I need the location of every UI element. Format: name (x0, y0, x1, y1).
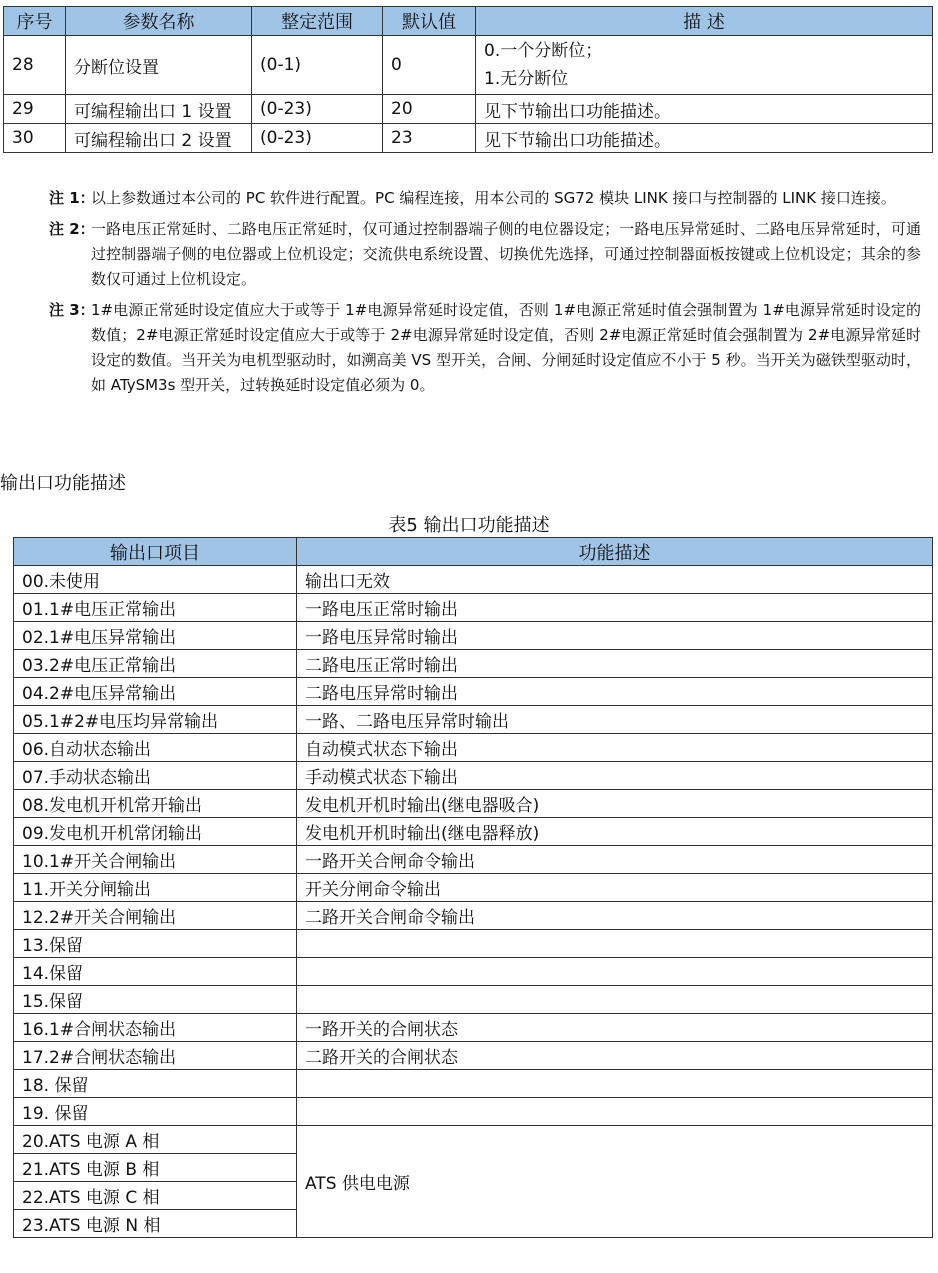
output-item: 02.1#电压异常输出 (14, 622, 297, 650)
table-row (14, 930, 933, 958)
table-caption: 表5 输出口功能描述 (388, 515, 550, 536)
output-function: 二路电压异常时输出 (297, 678, 933, 706)
table-row (14, 706, 933, 734)
table-row (14, 566, 933, 594)
output-function (297, 930, 933, 958)
header-function: 功能描述 (297, 538, 933, 566)
table-row (14, 622, 933, 650)
output-function (297, 958, 933, 986)
table-row (14, 678, 933, 706)
output-table-body (14, 566, 933, 1238)
table-row (14, 762, 933, 790)
table-row (14, 1070, 933, 1098)
param-no: 30 (4, 124, 66, 153)
description-line: 1.无分断位 (484, 69, 569, 89)
output-item: 04.2#电压异常输出 (14, 678, 297, 706)
param-name: 可编程输出口 1 设置 (66, 95, 252, 124)
header-output-item: 输出口项目 (14, 538, 297, 566)
output-item: 16.1#合闸状态输出 (14, 1014, 297, 1042)
table-row (14, 594, 933, 622)
output-function: 二路开关的合闸状态 (297, 1042, 933, 1070)
output-item: 11.开关分闸输出 (14, 874, 297, 902)
output-function: 发电机开机时输出(继电器释放) (297, 818, 933, 846)
output-item: 21.ATS 电源 B 相 (14, 1154, 297, 1182)
output-item: 17.2#合闸状态输出 (14, 1042, 297, 1070)
param-range: (0-23) (252, 95, 383, 124)
param-description: 见下节输出口功能描述。 (476, 124, 933, 153)
table-row (14, 818, 933, 846)
header-name: 参数名称 (66, 7, 252, 36)
param-default: 0 (383, 36, 476, 95)
param-range: (0-1) (252, 36, 383, 95)
output-function: 一路电压正常时输出 (297, 594, 933, 622)
output-item: 18. 保留 (14, 1070, 297, 1098)
notes-section (49, 186, 921, 404)
output-function: 输出口无效 (297, 566, 933, 594)
header-default: 默认值 (383, 7, 476, 36)
table-row (14, 874, 933, 902)
output-item: 06.自动状态输出 (14, 734, 297, 762)
description-line: 0.一个分断位； (484, 41, 603, 61)
note-1 (49, 186, 921, 211)
note-3 (49, 298, 921, 398)
output-item: 14.保留 (14, 958, 297, 986)
output-function-table (13, 537, 933, 1238)
output-function: 自动模式状态下输出 (297, 734, 933, 762)
output-function: 一路电压异常时输出 (297, 622, 933, 650)
table-row (14, 846, 933, 874)
header-range: 整定范围 (252, 7, 383, 36)
param-name: 可编程输出口 2 设置 (66, 124, 252, 153)
output-function (297, 1098, 933, 1126)
output-function: 发电机开机时输出(继电器吸合) (297, 790, 933, 818)
output-item: 15.保留 (14, 986, 297, 1014)
header-no: 序号 (4, 7, 66, 36)
output-function: ATS 供电电源 (297, 1126, 933, 1238)
note-text: 一路电压正常延时、二路电压正常延时，仅可通过控制器端子侧的电位器设定；一路电压异常延时、二路电压异常延时，可通过控制器端子侧的电位器或上位机设定；交流供电系统设置、切换优先选择，可通过控制器面板按键或上位机设定；其余的参数仅可通过上位机设定。 (91, 220, 921, 288)
table-row (14, 958, 933, 986)
output-item: 05.1#2#电压均异常输出 (14, 706, 297, 734)
output-item: 00.未使用 (14, 566, 297, 594)
param-no: 29 (4, 95, 66, 124)
table-row (14, 734, 933, 762)
note-label: 注 3： (49, 301, 95, 319)
output-function (297, 1070, 933, 1098)
table-row (14, 986, 933, 1014)
output-function: 一路、二路电压异常时输出 (297, 706, 933, 734)
note-label: 注 2： (49, 220, 95, 238)
param-range: (0-23) (252, 124, 383, 153)
table-row (14, 1098, 933, 1126)
output-item: 07.手动状态输出 (14, 762, 297, 790)
output-function: 二路开关合闸命令输出 (297, 902, 933, 930)
section-heading: 输出口功能描述 (0, 473, 126, 494)
table-row (14, 902, 933, 930)
table-row (14, 1042, 933, 1070)
output-item: 08.发电机开机常开输出 (14, 790, 297, 818)
output-function: 二路电压正常时输出 (297, 650, 933, 678)
note-label: 注 1： (49, 189, 95, 207)
table-row (4, 124, 933, 153)
param-description (476, 36, 933, 95)
output-item: 10.1#开关合闸输出 (14, 846, 297, 874)
output-item: 20.ATS 电源 A 相 (14, 1126, 297, 1154)
table-row (14, 650, 933, 678)
output-item: 23.ATS 电源 N 相 (14, 1210, 297, 1238)
table-row (14, 1126, 933, 1154)
note-text: 1#电源正常延时设定值应大于或等于 1#电源异常延时设定值，否则 1#电源正常延时值会强制置为 1#电源异常延时设定的数值；2#电源正常延时设定值应大于或等于 2#电源异常延时设定值，否则 2#电源正常延时值会强制置为 2#电源异常延时设定的数值。当开关为电机型驱动时，如溯高美 VS 型开关，合闸、分闸延时设定值应不小于 5 秒。当开关为磁铁型驱动时，如 ATySM3s 型开关，过转换延时设定值必须为 0。 (91, 301, 921, 394)
param-description: 见下节输出口功能描述。 (476, 95, 933, 124)
output-function: 手动模式状态下输出 (297, 762, 933, 790)
parameter-table-header (4, 7, 933, 36)
note-text: 以上参数通过本公司的 PC 软件进行配置。PC 编程连接，用本公司的 SG72 模块 LINK 接口与控制器的 LINK 接口连接。 (91, 189, 896, 207)
output-item: 03.2#电压正常输出 (14, 650, 297, 678)
output-item: 12.2#开关合闸输出 (14, 902, 297, 930)
output-table-header (14, 538, 933, 566)
table-row (4, 95, 933, 124)
param-no: 28 (4, 36, 66, 95)
output-function: 一路开关合闸命令输出 (297, 846, 933, 874)
table-row (14, 1014, 933, 1042)
parameter-table (3, 6, 933, 153)
output-item: 01.1#电压正常输出 (14, 594, 297, 622)
param-default: 20 (383, 95, 476, 124)
table-row (4, 36, 933, 95)
output-item: 19. 保留 (14, 1098, 297, 1126)
output-function: 开关分闸命令输出 (297, 874, 933, 902)
note-2 (49, 217, 921, 292)
param-name: 分断位设置 (66, 36, 252, 95)
output-function: 一路开关的合闸状态 (297, 1014, 933, 1042)
output-item: 09.发电机开机常闭输出 (14, 818, 297, 846)
output-item: 22.ATS 电源 C 相 (14, 1182, 297, 1210)
table-row (14, 790, 933, 818)
param-default: 23 (383, 124, 476, 153)
output-item: 13.保留 (14, 930, 297, 958)
header-description: 描 述 (476, 7, 933, 36)
output-function (297, 986, 933, 1014)
